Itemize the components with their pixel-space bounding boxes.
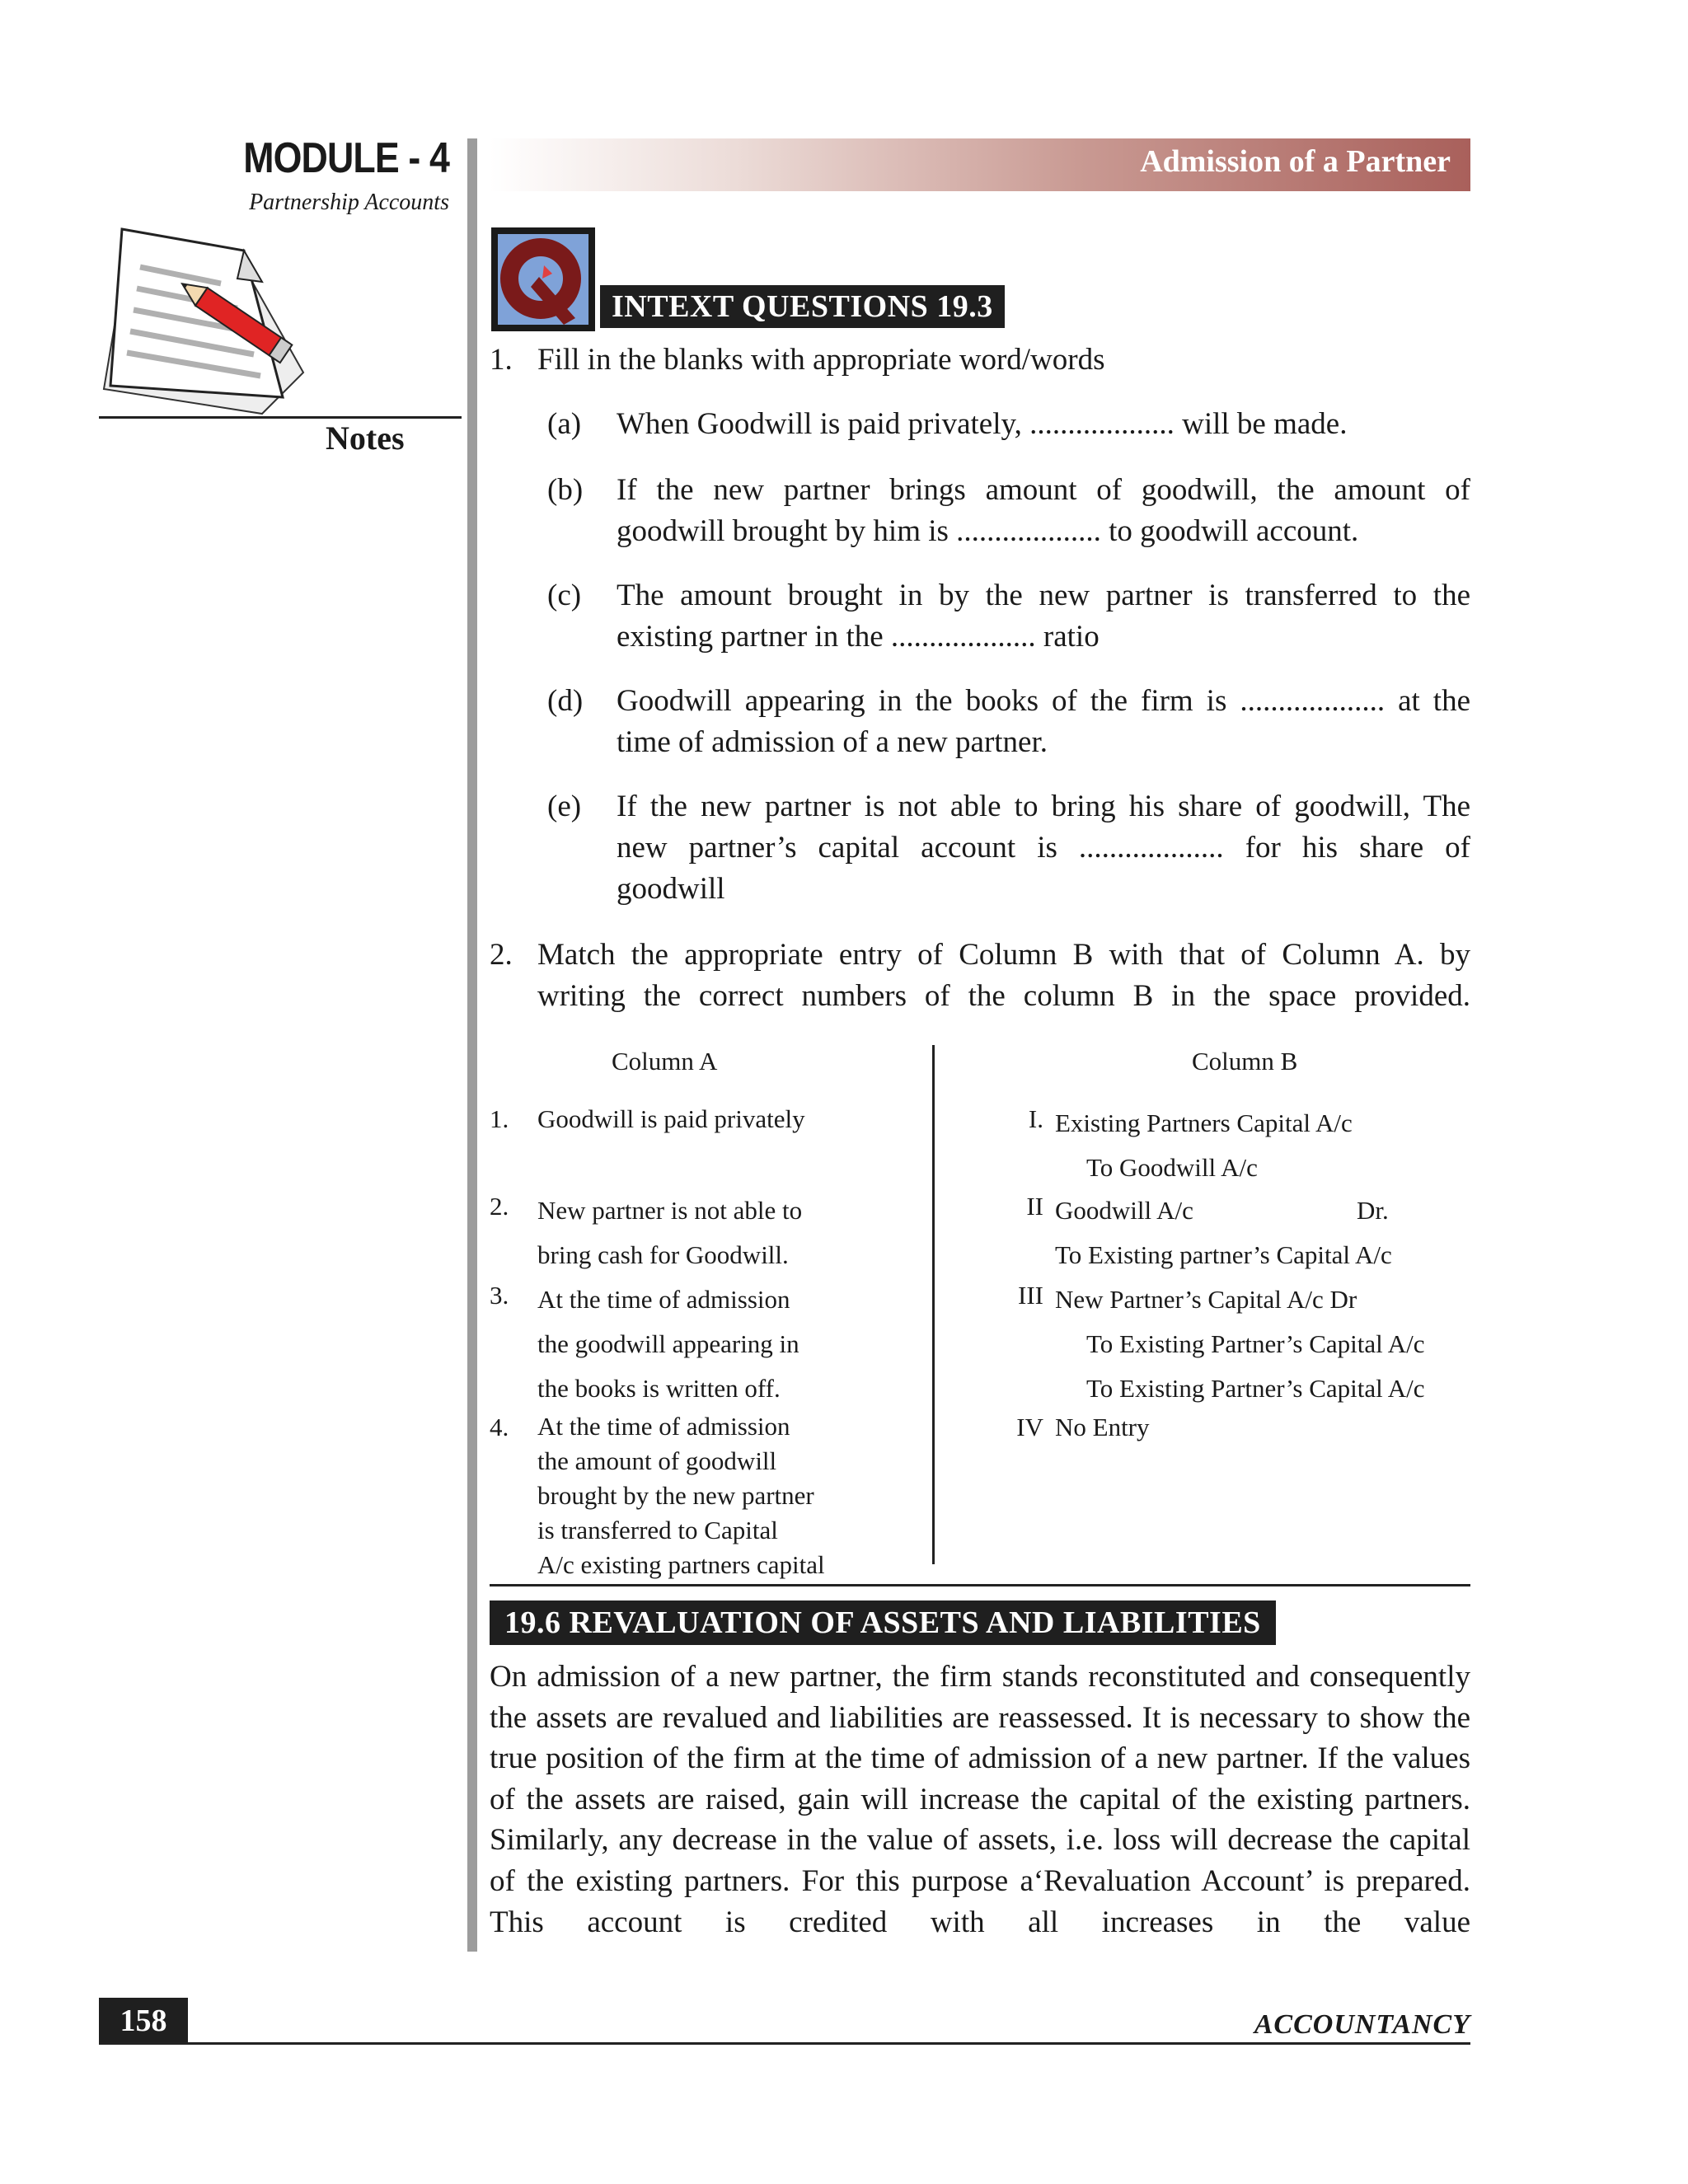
section-heading: 19.6 REVALUATION OF ASSETS AND LIABILITIES <box>490 1601 1276 1645</box>
column-b-row: Existing Partners Capital A/c To Goodwill A/c <box>1055 1108 1353 1182</box>
intext-questions-heading: INTEXT QUESTIONS 19.3 <box>600 285 1005 328</box>
notes-pencil-icon <box>97 224 328 447</box>
chapter-title: Admission of a Partner <box>1140 144 1451 179</box>
blank-c-label: (c) <box>547 579 582 612</box>
column-b-row-number: IV <box>1016 1413 1043 1441</box>
column-a-row-number: 4. <box>490 1413 509 1441</box>
debit-label: Dr. <box>1357 1196 1389 1225</box>
page-number: 158 <box>99 1998 188 2044</box>
column-a-row: At the time of admission the amount of goodwill brought by the new partner is transferred to Capital A/c existing partners capital <box>537 1412 825 1579</box>
column-a-row: Goodwill is paid privately <box>537 1104 805 1133</box>
blank-b-label: (b) <box>547 473 584 507</box>
column-divider <box>932 1045 935 1564</box>
question-2-number: 2. <box>490 938 513 972</box>
footer-book-title: ACCOUNTANCY <box>1254 2009 1470 2040</box>
blank-b-text: If the new partner brings amount of goodwill, the amount of goodwill brought by him is ................... to goodwill account. <box>617 473 1470 548</box>
question-1-text: Fill in the blanks with appropriate word/words <box>537 343 1105 377</box>
question-2-text: Match the appropriate entry of Column B with that of Column A. by writing the correct numbers of the column B in the space provided. <box>537 938 1470 1013</box>
column-b-header: Column B <box>1192 1047 1298 1076</box>
table-bottom-rule <box>490 1584 1470 1586</box>
blank-e-text: If the new partner is not able to bring his share of goodwill, The new partner’s capital account is ................... for his share of goodwill <box>617 790 1470 906</box>
column-a-row: At the time of admission the goodwill appearing in the books is written off. <box>537 1285 799 1403</box>
blank-e-label: (e) <box>547 790 582 823</box>
blank-a-text: When Goodwill is paid privately, ................... will be made. <box>617 407 1348 441</box>
column-b-row: No Entry <box>1055 1413 1150 1441</box>
column-a-row: New partner is not able to bring cash for Goodwill. <box>537 1196 803 1269</box>
chapter-header-bar <box>490 138 1470 191</box>
column-a-row-number: 1. <box>490 1104 509 1133</box>
module-title: MODULE - 4 <box>243 134 449 182</box>
notes-label: Notes <box>326 419 405 457</box>
margin-rule <box>467 138 477 1952</box>
column-a-row-number: 2. <box>490 1192 509 1221</box>
column-a-row-number: 3. <box>490 1281 509 1310</box>
column-b-row-number: III <box>1018 1281 1043 1310</box>
column-b-row-number: II <box>1026 1192 1043 1221</box>
blank-d-text: Goodwill appearing in the books of the firm is ................... at the time of admission of a new partner. <box>617 684 1470 759</box>
column-b-row: Goodwill A/c Dr. To Existing partner’s Capital A/c <box>1055 1188 1392 1277</box>
question-1-number: 1. <box>490 343 513 377</box>
column-a-header: Column A <box>612 1047 718 1076</box>
question-q-icon <box>490 226 597 333</box>
section-paragraph: On admission of a new partner, the firm stands reconstituted and consequently the assets are revalued and liabilities are reassessed. It is necessary to show the true position of the firm at the time of admission of a new partner. If the values of the assets are raised, gain will increase the capital of the existing partners. Similarly, any decrease in the value of assets, i.e. loss will decrease the capital of the existing partners. For this purpose a‘Revaluation Account’ is prepared. This account is credited with all increases in the value <box>490 1660 1470 1939</box>
notes-divider <box>99 416 462 419</box>
column-b-row: New Partner’s Capital A/c Dr To Existing Partner’s Capital A/c To Existing Partner’s Capital A/c <box>1055 1285 1425 1403</box>
column-b-row-number: I. <box>1028 1104 1043 1133</box>
blank-a-label: (a) <box>547 407 582 441</box>
module-subtitle: Partnership Accounts <box>249 190 449 215</box>
footer-rule <box>99 2042 1470 2045</box>
blank-c-text: The amount brought in by the new partner is transferred to the existing partner in the ................... ratio <box>617 579 1470 654</box>
blank-d-label: (d) <box>547 684 584 718</box>
